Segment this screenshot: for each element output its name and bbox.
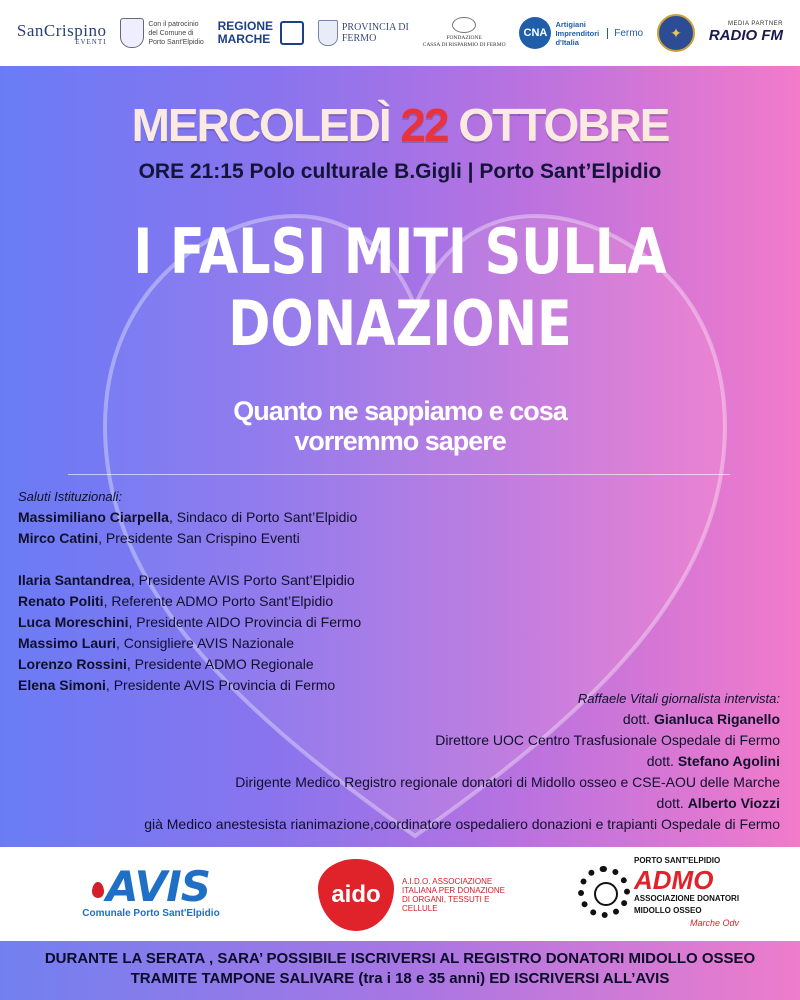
patrocinio-logo xyxy=(120,18,203,48)
speaker-role: , Presidente San Crispino Eventi xyxy=(98,530,300,546)
event-title-line-1: I FALSI MITI SULLA xyxy=(133,215,667,288)
cna-text-2: Imprenditori xyxy=(555,28,600,38)
event-tagline-line-1: Quanto ne sappiamo e cosa xyxy=(233,396,567,426)
panel-list xyxy=(10,688,780,835)
avis-sub: Comunale Porto Sant'Elpidio xyxy=(82,908,220,919)
aido-description: A.I.D.O. ASSOCIAZIONE ITALIANA PER DONAZIONE DI ORGANI, TESSUTI E CELLULE xyxy=(402,877,505,913)
comune-crest-icon xyxy=(120,18,144,48)
cna-text-1: Artigiani xyxy=(555,19,586,29)
speaker-role: , Presidente ADMO Regionale xyxy=(126,656,314,672)
provincia-fermo-logo xyxy=(318,20,409,46)
panel-intro: Raffaele Vitali giornalista intervista: xyxy=(577,691,780,706)
speaker-role: , Presidente AVIS Provincia di Fermo xyxy=(105,677,336,693)
avis-logo xyxy=(66,864,236,919)
event-tagline xyxy=(0,396,800,456)
speaker-row xyxy=(18,612,538,633)
patrocinio-line-3: Porto Sant'Elpidio xyxy=(148,38,204,46)
cna-badge: CNA xyxy=(519,17,551,49)
speaker-name: Renato Politi xyxy=(18,593,104,609)
regione-line-2: MARCHE xyxy=(217,32,271,46)
admo-sun-icon xyxy=(578,866,630,918)
fondazione-line-1: FONDAZIONE xyxy=(446,35,482,41)
radio-fm-logo xyxy=(709,21,783,45)
speaker-name: Mirco Catini xyxy=(18,530,99,546)
speaker-role: , Referente ADMO Porto Sant’Elpidio xyxy=(103,593,334,609)
speakers-intro: Saluti Istituzionali: xyxy=(18,489,123,504)
blood-drop-icon xyxy=(92,882,104,898)
fondazione-logo xyxy=(423,17,506,49)
panel-member-role: Dirigente Medico Registro regionale donatori di Midollo osseo e CSE-AOU delle Marche xyxy=(235,774,780,790)
event-date xyxy=(0,98,800,152)
panel-member-name-row xyxy=(10,751,780,772)
regione-marche-logo xyxy=(218,20,304,46)
panel-member-prefix: dott. xyxy=(622,711,654,727)
admo-region: Marche Odv xyxy=(690,918,740,928)
regione-line-1: REGIONE xyxy=(217,19,273,33)
event-month: OTTOBRE xyxy=(458,99,669,151)
avis-name: AVIS xyxy=(105,862,211,911)
event-title xyxy=(72,216,728,360)
event-poster xyxy=(0,66,800,847)
registration-banner xyxy=(0,941,800,1000)
admo-logo xyxy=(578,855,739,929)
speaker-role: , Sindaco di Porto Sant’Elpidio xyxy=(168,509,358,525)
section-divider xyxy=(68,474,730,475)
club-emblem-icon: ✦ xyxy=(657,14,695,52)
event-time-location: ORE 21:15 Polo culturale B.Gigli | Porto Sant’Elpidio xyxy=(138,160,662,183)
regione-emblem-icon xyxy=(280,21,304,45)
speaker-name: Lorenzo Rossini xyxy=(18,656,127,672)
sponsor-bar xyxy=(0,0,800,66)
speaker-name: Ilaria Santandrea xyxy=(18,572,131,588)
panel-member-role: Direttore UOC Centro Trasfusionale Ospedale di Fermo xyxy=(435,732,780,748)
sancrispino-logo xyxy=(17,21,107,46)
radio-caption: MEDIA PARTNER xyxy=(728,21,784,27)
provincia-line-2: FERMO xyxy=(341,33,377,44)
provincia-crest-icon xyxy=(318,20,338,46)
admo-top: PORTO SANT'ELPIDIO xyxy=(634,856,721,865)
event-title-line-2: DONAZIONE xyxy=(228,287,572,360)
panel-member-name-row xyxy=(10,793,780,814)
cna-place: Fermo xyxy=(607,28,643,39)
speaker-row xyxy=(18,570,538,591)
admo-sub-1: ASSOCIAZIONE DONATORI xyxy=(634,894,740,903)
speaker-row xyxy=(18,633,538,654)
provincia-line-1: PROVINCIA DI xyxy=(341,22,409,33)
panel-member-role: già Medico anestesista rianimazione,coordinatore ospedaliero donazioni e trapianti Ospedale di Fermo xyxy=(144,816,780,832)
speaker-name: Elena Simoni xyxy=(18,677,106,693)
partner-logos xyxy=(0,847,800,941)
sancrispino-sub: EVENTI xyxy=(75,37,107,46)
speaker-row xyxy=(18,528,538,549)
panel-member-prefix: dott. xyxy=(656,795,688,811)
event-day: MERCOLEDÌ xyxy=(131,99,390,151)
patrocinio-line-1: Con il patrocinio xyxy=(148,20,199,28)
admo-sub-2: MIDOLLO OSSEO xyxy=(634,906,702,915)
patrocinio-line-2: del Comune di xyxy=(148,29,194,37)
event-tagline-line-2: vorremmo sapere xyxy=(294,426,506,456)
banner-line-1: DURANTE LA SERATA , SARA’ POSSIBILE ISCRIVERSI AL REGISTRO DONATORI MIDOLLO OSSEO xyxy=(44,950,756,967)
speaker-role: , Consigliere AVIS Nazionale xyxy=(116,635,294,651)
fondazione-line-2: CASSA DI RISPARMIO DI FERMO xyxy=(422,42,506,48)
speaker-row xyxy=(18,507,538,528)
speaker-role: , Presidente AVIS Porto Sant’Elpidio xyxy=(130,572,355,588)
panel-member-name: Stefano Agolini xyxy=(677,753,780,769)
sancrispino-name: SanCrispino xyxy=(16,20,107,40)
panel-member-name-row xyxy=(10,709,780,730)
club-emblem-logo xyxy=(657,14,695,52)
aido-drop-icon xyxy=(318,859,394,931)
speakers-list xyxy=(18,486,538,696)
speaker-row xyxy=(18,591,538,612)
fondazione-emblem-icon xyxy=(452,17,476,33)
event-day-number: 22 xyxy=(400,99,448,151)
speaker-role: , Presidente AIDO Provincia di Fermo xyxy=(128,614,362,630)
panel-member-name: Alberto Viozzi xyxy=(687,795,780,811)
panel-member-prefix: dott. xyxy=(646,753,678,769)
speaker-name: Massimo Lauri xyxy=(18,635,117,651)
aido-logo xyxy=(318,859,512,931)
radio-name: RADIO FM xyxy=(708,27,784,44)
aido-name: aido xyxy=(331,881,381,908)
cna-logo xyxy=(519,17,643,49)
panel-member-name: Gianluca Riganello xyxy=(653,711,780,727)
speaker-row xyxy=(18,654,538,675)
cna-text-3: d'Italia xyxy=(555,37,579,47)
admo-name: ADMO xyxy=(634,865,714,895)
speaker-name: Massimiliano Ciarpella xyxy=(18,509,169,525)
banner-line-2: TRAMITE TAMPONE SALIVARE (tra i 18 e 35 anni) ED ISCRIVERSI ALL’AVIS xyxy=(130,970,670,987)
speaker-name: Luca Moreschini xyxy=(18,614,129,630)
